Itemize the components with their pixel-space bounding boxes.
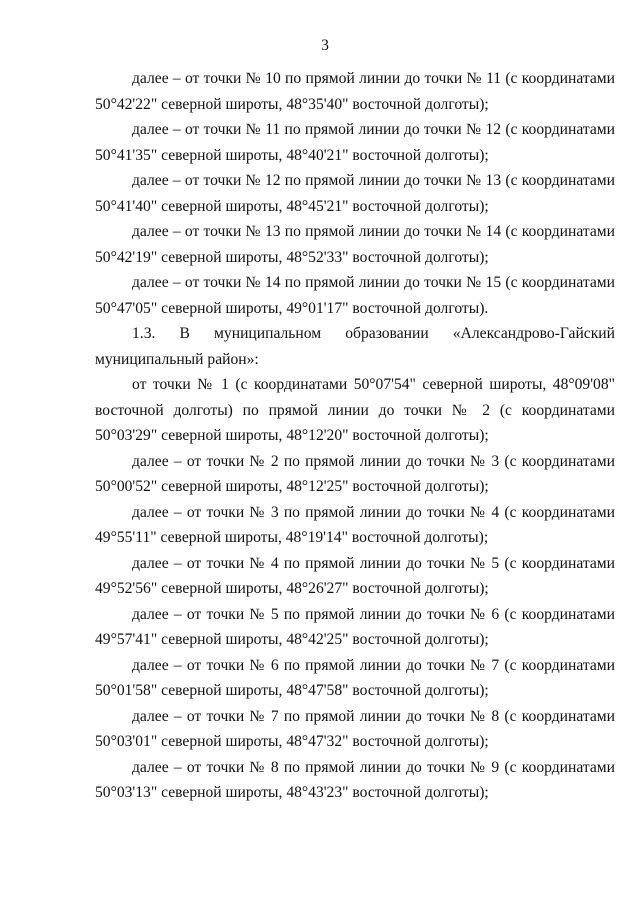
- text-line: далее – от точки № 11 по прямой линии до точки № 12 (с координатами: [132, 121, 615, 138]
- paragraph: [95, 168, 615, 219]
- text-line: далее – от точки № 5 по прямой линии до точки № 6 (с координатами: [132, 605, 615, 623]
- text-line: 50°03'01" северной широты, 48°47'32" восточной долготы);: [95, 733, 489, 750]
- text-line: 50°42'19" северной широты, 48°52'33" восточной долготы);: [95, 248, 489, 266]
- text-line: 50°01'58" северной широты, 48°47'58" восточной долготы);: [95, 682, 489, 699]
- text-line: далее – от точки № 7 по прямой линии до точки № 8 (с координатами: [132, 707, 615, 725]
- text-line: восточной долготы) по прямой линии до точки № 2 (с координатами: [95, 401, 615, 419]
- text-line: далее – от точки № 3 по прямой линии до точки № 4 (с координатами: [132, 503, 615, 521]
- text-line: далее – от точки № 4 по прямой линии до точки № 5 (с координатами: [132, 554, 615, 572]
- text-line: 50°00'52" северной широты, 48°12'25" восточной долготы);: [95, 478, 489, 495]
- page-number: 3: [321, 37, 329, 54]
- paragraph: [95, 321, 615, 372]
- text-line: далее – от точки № 10 по прямой линии до точки № 11 (с координатами: [132, 70, 615, 87]
- paragraph: [95, 551, 615, 602]
- paragraph: [95, 372, 615, 449]
- text-line: 49°55'11" северной широты, 48°19'14" восточной долготы);: [95, 529, 489, 546]
- paragraph: [95, 449, 615, 500]
- text-line: далее – от точки № 2 по прямой линии до точки № 3 (с координатами: [132, 452, 615, 470]
- paragraph: [95, 117, 615, 168]
- text-line: 50°47'05" северной широты, 49°01'17" восточной долготы).: [95, 299, 489, 317]
- text-line: далее – от точки № 13 по прямой линии до точки № 14 (с координатами: [132, 223, 615, 240]
- paragraph: [95, 704, 615, 755]
- text-line: 49°57'41" северной широты, 48°42'25" восточной долготы);: [95, 631, 489, 648]
- paragraph: [95, 270, 615, 321]
- paragraph: [95, 500, 615, 551]
- text-line: 50°03'29" северной широты, 48°12'20" восточной долготы);: [95, 427, 489, 444]
- text-line: далее – от точки № 12 по прямой линии до точки № 13 (с координатами: [132, 172, 615, 189]
- text-line: 50°41'40" северной широты, 48°45'21" восточной долготы);: [95, 197, 489, 215]
- document-body: [95, 66, 615, 806]
- paragraph: [95, 66, 615, 117]
- text-line: далее – от точки № 8 по прямой линии до точки № 9 (с координатами: [132, 758, 615, 776]
- text-line: 50°41'35" северной широты, 48°40'21" восточной долготы);: [95, 146, 489, 164]
- paragraph: [95, 755, 615, 806]
- text-line: далее – от точки № 14 по прямой линии до точки № 15 (с координатами: [132, 274, 615, 291]
- text-line: 1.3. В муниципальном образовании «Александрово-Гайский: [132, 325, 615, 342]
- text-line: 50°42'22" северной широты, 48°35'40" восточной долготы);: [95, 95, 489, 113]
- text-line: 50°03'13" северной широты, 48°43'23" восточной долготы);: [95, 784, 489, 801]
- text-line: далее – от точки № 6 по прямой линии до точки № 7 (с координатами: [132, 656, 615, 674]
- paragraph: [95, 219, 615, 270]
- text-line: 49°52'56" северной широты, 48°26'27" восточной долготы);: [95, 580, 489, 597]
- text-line: от точки № 1 (с координатами 50°07'54" северной широты, 48°09'08": [132, 376, 615, 393]
- paragraph: [95, 602, 615, 653]
- text-line: муниципальный район»:: [95, 350, 259, 368]
- paragraph: [95, 653, 615, 704]
